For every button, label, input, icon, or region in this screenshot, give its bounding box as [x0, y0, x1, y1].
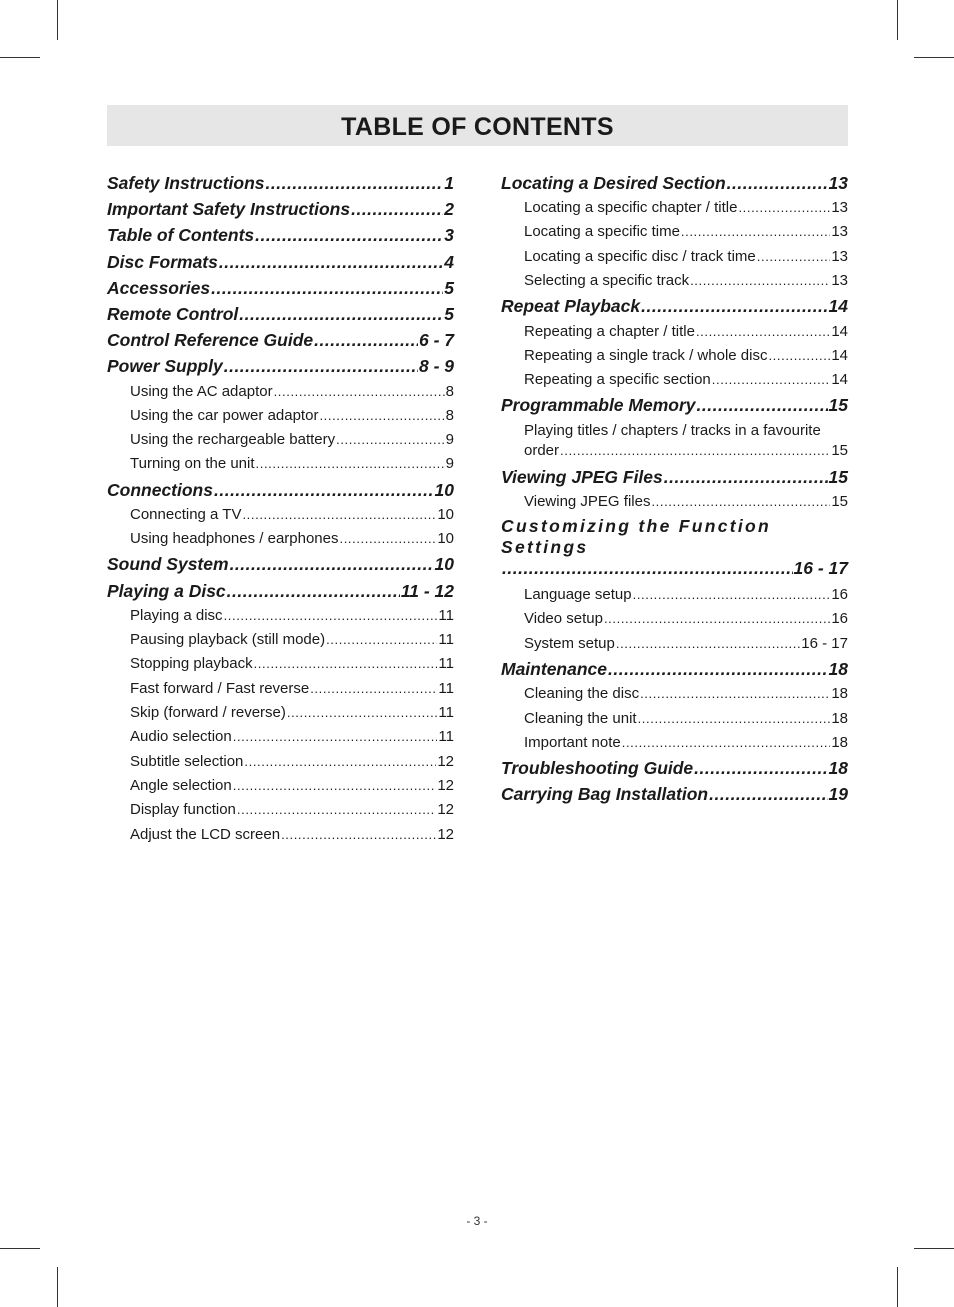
dot-leader [230, 551, 434, 577]
toc-entry-page: 18 [828, 659, 848, 680]
toc-entry-label: Locating a specific time [524, 223, 680, 241]
toc-entry-page: 11 - 12 [400, 580, 454, 601]
toc-entry-page: 2 [444, 199, 454, 220]
toc-entry-label: Repeat Playback [501, 296, 641, 317]
toc-entry-page: 13 [831, 247, 848, 265]
dot-leader [237, 798, 436, 822]
dot-leader [697, 392, 828, 418]
toc-entry-label: Selecting a specific track [524, 272, 690, 290]
toc-entry-page: 15 [831, 492, 848, 510]
dot-leader [274, 380, 445, 404]
toc-entry-page: 10 [437, 530, 454, 548]
dot-leader [244, 750, 436, 774]
toc-entry-label: Viewing JPEG Files [501, 466, 663, 487]
dot-leader [340, 527, 437, 551]
toc-entry-page: 5 [444, 277, 454, 298]
dot-leader [239, 301, 443, 327]
dot-leader [255, 222, 443, 248]
toc-entry-label: Programmable Memory [501, 395, 696, 416]
toc-entry-page: 15 [831, 442, 848, 460]
toc-section-entry[interactable] [107, 301, 454, 327]
dot-leader [351, 196, 443, 222]
toc-entry-page: 3 [444, 225, 454, 246]
toc-section-entry[interactable] [501, 170, 848, 196]
toc-entry-label: Playing a Disc [107, 580, 226, 601]
toc-subsection-entry[interactable] [501, 320, 848, 344]
dot-leader [310, 677, 437, 701]
toc-subsection-entry[interactable] [107, 628, 454, 652]
toc-entry-label: Angle selection [130, 776, 232, 794]
toc-subsection-entry[interactable] [107, 527, 454, 551]
toc-subsection-entry[interactable] [107, 774, 454, 798]
dot-leader [696, 320, 830, 344]
toc-subsection-entry[interactable] [107, 701, 454, 725]
dot-leader [254, 652, 438, 676]
toc-entry-page: 14 [831, 346, 848, 364]
dot-leader [604, 607, 830, 631]
toc-right-column [501, 170, 848, 807]
crop-mark [0, 1248, 40, 1249]
page-title: TABLE OF CONTENTS [341, 113, 614, 141]
toc-subsection-entry[interactable] [107, 677, 454, 701]
toc-subsection-entry[interactable] [501, 682, 848, 706]
toc-entry-page: 11 [438, 704, 454, 722]
dot-leader [738, 196, 830, 220]
toc-entry-page: 12 [437, 752, 454, 770]
toc-section-entry[interactable] [501, 656, 848, 682]
toc-entry-page: 13 [831, 223, 848, 241]
dot-leader [640, 682, 830, 706]
toc-subsection-entry[interactable] [501, 607, 848, 631]
toc-entry-label: Repeating a single track / whole disc [524, 346, 768, 364]
toc-entry-page: 11 [438, 679, 454, 697]
toc-entry-page: 18 [828, 758, 848, 779]
toc-entry-page: 11 [438, 631, 454, 649]
crop-mark [897, 0, 898, 40]
dot-leader [336, 428, 445, 452]
toc-subsection-entry[interactable] [107, 404, 454, 428]
dot-leader [256, 452, 445, 476]
dot-leader [709, 781, 827, 807]
crop-mark [914, 57, 954, 58]
toc-section-entry[interactable] [501, 781, 848, 807]
toc-entry-page: 1 [444, 173, 454, 193]
toc-entry-label: Cleaning the disc [524, 685, 640, 703]
toc-entry-page: 12 [437, 776, 454, 794]
dot-leader [319, 404, 444, 428]
toc-entry-label: Playing a disc [130, 606, 223, 624]
dot-leader [266, 170, 444, 196]
toc-entry-label: Control Reference Guide [107, 330, 314, 351]
toc-entry-label: Important Safety Instructions [107, 199, 351, 220]
toc-subsection-entry[interactable] [501, 196, 848, 220]
toc-subsection-entry[interactable] [107, 798, 454, 822]
dot-leader [727, 170, 828, 196]
toc-section-entry[interactable] [107, 170, 454, 196]
toc-entry-label-line: Playing titles / chapters / tracks in a favourite [524, 421, 821, 439]
toc-entry-label: Turning on the unit [130, 455, 255, 473]
toc-entry-label: Display function [130, 801, 236, 819]
dot-leader [502, 558, 793, 579]
toc-entry-label: Using the AC adaptor [130, 382, 273, 400]
toc-entry-label: Troubleshooting Guide [501, 758, 694, 779]
toc-section-entry[interactable] [107, 477, 454, 503]
toc-entry-label: Video setup [524, 610, 603, 628]
toc-entry-label: Sound System [107, 554, 229, 575]
toc-entry-page: 10 [437, 505, 454, 523]
toc-entry-label: Repeating a specific section [524, 371, 711, 389]
toc-section-entry[interactable] [107, 327, 454, 353]
crop-mark [57, 1267, 58, 1307]
toc-section-entry[interactable] [107, 249, 454, 275]
toc-entry-label: Adjust the LCD screen [130, 825, 281, 843]
dot-leader [560, 441, 830, 462]
toc-subsection-entry[interactable] [501, 368, 848, 392]
dot-leader [224, 604, 438, 628]
dot-leader [757, 245, 831, 269]
dot-leader [690, 269, 830, 293]
dot-leader [326, 628, 437, 652]
toc-entry-label: Viewing JPEG files [524, 492, 651, 510]
toc-entry-label: Connecting a TV [130, 505, 242, 523]
toc-entry-page: 8 - 9 [418, 356, 454, 377]
toc-entry-page: 10 [434, 554, 454, 575]
title-banner [107, 105, 848, 146]
toc-entry-label: Cleaning the unit [524, 709, 637, 727]
toc-entry-page: 13 [828, 173, 848, 193]
toc-entry-label: Using headphones / earphones [130, 530, 339, 548]
dot-leader [287, 701, 438, 725]
toc-entry-label: Accessories [107, 277, 211, 298]
toc-subsection-entry[interactable] [107, 725, 454, 749]
toc-entry-label: Pausing playback (still mode) [130, 631, 326, 649]
toc-section-entry[interactable] [107, 551, 454, 577]
toc-subsection-entry[interactable] [107, 652, 454, 676]
crop-mark [57, 0, 58, 40]
toc-subsection-entry[interactable] [107, 604, 454, 628]
toc-section-entry[interactable] [107, 275, 454, 301]
toc-subsection-entry[interactable] [107, 750, 454, 774]
crop-mark [897, 1267, 898, 1307]
toc-entry-label: Connections [107, 479, 213, 500]
toc-section-entry[interactable] [107, 578, 454, 604]
toc-entry-page: 11 [438, 606, 454, 624]
toc-entry-label: Using the rechargeable battery [130, 431, 336, 449]
toc-subsection-entry[interactable] [501, 245, 848, 269]
toc-entry-label: System setup [524, 634, 615, 652]
toc-left-column [107, 170, 454, 847]
toc-subsection-entry[interactable] [501, 707, 848, 731]
toc-entry-label: Power Supply [107, 356, 223, 377]
toc-entry-page: 15 [828, 395, 848, 416]
toc-subsection-entry[interactable] [107, 452, 454, 476]
dot-leader [712, 368, 831, 392]
toc-subsection-entry[interactable] [107, 428, 454, 452]
toc-entry-label: Safety Instructions [107, 173, 265, 193]
toc-entry-page: 6 - 7 [418, 330, 454, 351]
toc-entry-page: 9 [445, 431, 454, 449]
toc-subsection-entry[interactable] [501, 269, 848, 293]
toc-entry-page: 8 [445, 382, 454, 400]
toc-entry-label: Maintenance [501, 659, 607, 680]
toc-entry-page: 10 [434, 479, 454, 500]
page-number: - 3 - [466, 1214, 488, 1228]
toc-section-entry[interactable] [501, 755, 848, 781]
dot-leader [633, 583, 831, 607]
toc-section-entry[interactable] [107, 196, 454, 222]
toc-entry-page: 13 [831, 272, 848, 290]
toc-entry-label: Subtitle selection [130, 752, 244, 770]
toc-entry-label: Carrying Bag Installation [501, 784, 709, 805]
toc-entry-page: 11 [438, 655, 454, 673]
crop-mark [914, 1248, 954, 1249]
toc-section-entry[interactable] [501, 464, 848, 490]
dot-leader [768, 344, 830, 368]
toc-entry-page: 18 [831, 733, 848, 751]
dot-leader [224, 353, 418, 379]
toc-section-entry[interactable] [501, 392, 848, 418]
dot-leader [681, 220, 830, 244]
dot-leader [622, 731, 831, 755]
toc-entry-page: 16 [831, 586, 848, 604]
toc-entry-label: Important note [524, 733, 621, 751]
toc-entry-page: 11 [438, 728, 454, 746]
dot-leader [211, 275, 443, 301]
toc-entry-page: 8 [445, 406, 454, 424]
dot-leader [219, 249, 443, 275]
toc-entry-page: 14 [831, 322, 848, 340]
toc-subsection-entry[interactable] [501, 344, 848, 368]
toc-entry-page: 14 [831, 371, 848, 389]
toc-subsection-entry[interactable] [107, 380, 454, 404]
toc-entry-page: 19 [828, 784, 848, 805]
toc-entry-label: Stopping playback [130, 655, 253, 673]
toc-subsection-entry[interactable] [501, 583, 848, 607]
toc-entry-page: 12 [437, 825, 454, 843]
toc-entry-page: 5 [444, 303, 454, 324]
dot-leader [694, 755, 827, 781]
dot-leader [281, 823, 436, 847]
toc-subsection-entry[interactable] [501, 632, 848, 656]
toc-entry-label: Skip (forward / reverse) [130, 704, 286, 722]
toc-subsection-entry[interactable] [501, 220, 848, 244]
dot-leader [214, 477, 434, 503]
toc-entry-page: 14 [828, 296, 848, 317]
dot-leader [651, 490, 830, 514]
toc-subsection-entry[interactable] [501, 419, 848, 464]
dot-leader [608, 656, 828, 682]
toc-entry-label: Remote Control [107, 303, 239, 324]
toc-entry-page: 4 [444, 251, 454, 272]
toc-entry-label: Locating a Desired Section [501, 173, 726, 193]
toc-entry-label-line: Customizing the Function Settings [501, 516, 772, 558]
toc-subsection-entry[interactable] [107, 823, 454, 847]
toc-entry-page: 18 [831, 685, 848, 703]
toc-entry-page: 15 [828, 466, 848, 487]
toc-entry-page: 16 [831, 610, 848, 628]
toc-section-entry[interactable] [501, 293, 848, 319]
toc-entry-page: 16 - 17 [793, 558, 848, 579]
toc-entry-label: Locating a specific disc / track time [524, 247, 756, 265]
dot-leader [227, 578, 400, 604]
dot-leader [664, 464, 828, 490]
toc-entry-page: 16 - 17 [801, 634, 848, 652]
toc-section-entry[interactable] [107, 353, 454, 379]
toc-section-entry[interactable] [501, 514, 848, 583]
toc-entry-page: 9 [445, 455, 454, 473]
toc-entry-page: 12 [437, 801, 454, 819]
toc-entry-label: Using the car power adaptor [130, 406, 319, 424]
dot-leader [242, 503, 436, 527]
crop-mark [0, 57, 40, 58]
toc-entry-page: 13 [831, 199, 848, 217]
toc-entry-label: Locating a specific chapter / title [524, 199, 738, 217]
dot-leader [233, 725, 438, 749]
dot-leader [641, 293, 827, 319]
dot-leader [638, 707, 831, 731]
toc-entry-label: Disc Formats [107, 251, 218, 272]
toc-entry-label: Audio selection [130, 728, 232, 746]
toc-subsection-entry[interactable] [501, 731, 848, 755]
toc-entry-label: Fast forward / Fast reverse [130, 679, 310, 697]
dot-leader [233, 774, 437, 798]
dot-leader [616, 632, 800, 656]
toc-entry-label: Language setup [524, 586, 632, 604]
toc-entry-label: order [524, 442, 560, 460]
toc-entry-page: 18 [831, 709, 848, 727]
toc-subsection-entry[interactable] [501, 490, 848, 514]
dot-leader [314, 327, 418, 353]
toc-section-entry[interactable] [107, 222, 454, 248]
toc-entry-label: Repeating a chapter / title [524, 322, 695, 340]
toc-entry-label: Table of Contents [107, 225, 255, 246]
toc-subsection-entry[interactable] [107, 503, 454, 527]
